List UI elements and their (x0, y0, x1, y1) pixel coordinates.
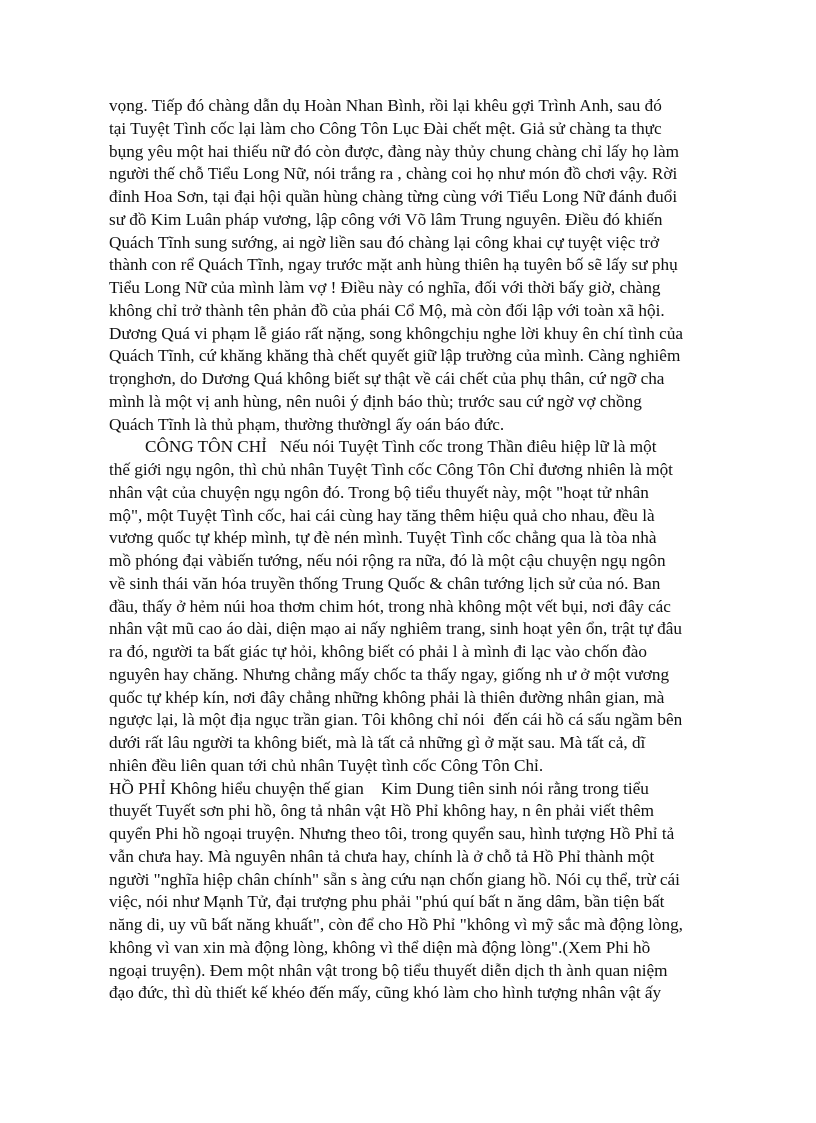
text-line: vương quốc tự khép mình, tự đè nén mình. Tuyệt Tình cốc chẳng qua là tòa nhà (109, 528, 657, 548)
text-line: Tiểu Long Nữ của mình làm vợ ! Điều này có nghĩa, đối với thời bấy giờ, chàng (109, 278, 661, 297)
text-line: đầu, thấy ở hẻm núi hoa thơm chim hót, trong nhà không một vết bụi, nơi đây các (109, 596, 671, 616)
text-line: đạo đức, thì dù thiết kế khéo đến mấy, cũng khó làm cho hình tượng nhân vật ấy (109, 983, 662, 1003)
text-line: ra đó, người ta bất giác tự hỏi, không biết có phải l à mình đi lạc vào chốn đào (109, 642, 647, 661)
text-line: mồ phóng đại vàbiến tướng, nếu nói rộng ra nữa, đó là một cậu chuyện ngụ ngôn (109, 551, 666, 570)
text-line: nhân vật của chuyện ngụ ngôn đó. Trong bộ tiểu thuyết này, một "hoạt tử nhân (109, 482, 649, 502)
text-line: nguyên hay chăng. Nhưng chẳng mấy chốc ta thấy ngay, giống nh ư ở một vương (109, 664, 670, 684)
text-line: nhiên đều liên quan tới chủ nhân Tuyệt tình cốc Công Tôn Chỉ. (109, 755, 544, 775)
text-line: bụng yêu một hai thiếu nữ đó còn được, đàng này thủy chung chàng chỉ lấy họ làm (109, 141, 679, 161)
text-line: tại Tuyệt Tình cốc lại làm cho Công Tôn Lục Đài chết mệt. Giả sử chàng ta thực (109, 118, 662, 138)
text-line: sư đồ Kim Luân pháp vương, lập công với Võ lâm Trung nguyên. Điều đó khiến (109, 209, 663, 229)
text-line: không chỉ trở thành tên phản đồ của phái Cổ Mộ, mà còn đối lập với toàn xã hội. (109, 300, 665, 320)
text-line: HỒ PHỈ Không hiểu chuyện thế gian Kim Dung tiên sinh nói rằng trong tiểu (109, 778, 649, 798)
text-line: quyển Phi hồ ngoại truyện. Nhưng theo tôi, trong quyển sau, hình tượng Hồ Phỉ tả (109, 824, 675, 843)
text-line: dưới rất lâu người ta không biết, mà là tất cả những gì ở mặt sau. Mà tất cả, dĩ (109, 733, 646, 752)
text-line: về sinh thái văn hóa truyền thống Trung Quốc & chân tướng lịch sử của nó. Ban (109, 573, 661, 593)
text-line: thành con rể Quách Tĩnh, ngay trước mặt anh hùng thiên hạ tuyên bố sẽ lấy sư phụ (109, 255, 678, 275)
paragraph-cong-ton-chi (109, 436, 749, 777)
text-line: vẫn chưa hay. Mà nguyên nhân tả chưa hay, chính là ở chỗ tả Hồ Phỉ thành một (109, 846, 655, 866)
document-body (109, 95, 749, 1005)
text-line: ngược lại, là một địa ngục trần gian. Tôi không chỉ nói đến cái hồ cá sấu ngầm bên (109, 710, 683, 730)
text-line: Quách Tĩnh là thủ phạm, thường thườngl ấy oán báo đức. (109, 414, 505, 434)
text-line: không vì van xin mà động lòng, không vì thể diện mà động lòng".(Xem Phi hồ (109, 937, 651, 957)
text-line: năng di, uy vũ bất năng khuất", còn để cho Hồ Phỉ "không vì mỹ sắc mà động lòng, (109, 915, 683, 934)
paragraph-duong-qua (109, 95, 749, 436)
text-line: đỉnh Hoa Sơn, tại đại hội quần hùng chàng từng cùng với Tiểu Long Nữ đánh đuổi (109, 187, 678, 206)
paragraph-ho-phi (109, 778, 749, 1006)
text-line: Dương Quá vi phạm lễ giáo rất nặng, song khôngchịu nghe lời khuy ên chí tình của (109, 323, 684, 343)
text-line: CÔNG TÔN CHỈ Nếu nói Tuyệt Tình cốc trong Thần điêu hiệp lữ là một (145, 437, 657, 457)
text-line: người "nghĩa hiệp chân chính" sẵn s àng cứu nạn chốn giang hồ. Nói cụ thể, trừ cái (109, 869, 680, 889)
text-line: người thế chỗ Tiểu Long Nữ, nói trắng ra , chàng coi họ như món đồ chơi vậy. Rời (109, 164, 678, 184)
text-line: ngoại truyện). Đem một nhân vật trong bộ tiểu thuyết diễn dịch th ành quan niệm (109, 960, 668, 980)
text-line: vọng. Tiếp đó chàng dẫn dụ Hoàn Nhan Bình, rồi lại khêu gợi Trình Anh, sau đó (109, 96, 662, 115)
text-line: mình là một vị anh hùng, nên nuôi ý định báo thù; trước sau cứ ngờ vợ chồng (109, 391, 642, 411)
text-line: nhân vật mũ cao áo dài, diện mạo ai nấy nghiêm trang, sinh hoạt yên ổn, trật tự đâu (109, 619, 683, 639)
text-line: quốc tự khép kín, nơi đây chẳng những không phải là thiên đường nhân gian, mà (109, 687, 665, 707)
text-line: thế giới ngụ ngôn, thì chủ nhân Tuyệt Tình cốc Công Tôn Chỉ đương nhiên là một (109, 460, 673, 479)
text-line: thuyết Tuyết sơn phi hồ, ông tả nhân vật Hồ Phỉ không hay, n ên phải viết thêm (109, 801, 655, 821)
text-line: mộ", một Tuyệt Tình cốc, hai cái cùng hay tăng thêm hiệu quả cho nhau, đều là (109, 505, 655, 525)
text-line: trọnghơn, do Dương Quá không biết sự thật về cái chết của phụ thân, cứ ngỡ cha (109, 369, 665, 388)
text-line: việc, nói như Mạnh Tử, đại trượng phu phải "phú quí bất n ăng dâm, bần tiện bất (109, 892, 665, 912)
text-line: Quách Tĩnh sung sướng, ai ngờ liền sau đó chàng lại công khai cự tuyệt việc trở (109, 232, 660, 252)
text-line: Quách Tĩnh, cứ khăng khăng thà chết quyết giữ lập trường của mình. Càng nghiêm (109, 346, 681, 366)
